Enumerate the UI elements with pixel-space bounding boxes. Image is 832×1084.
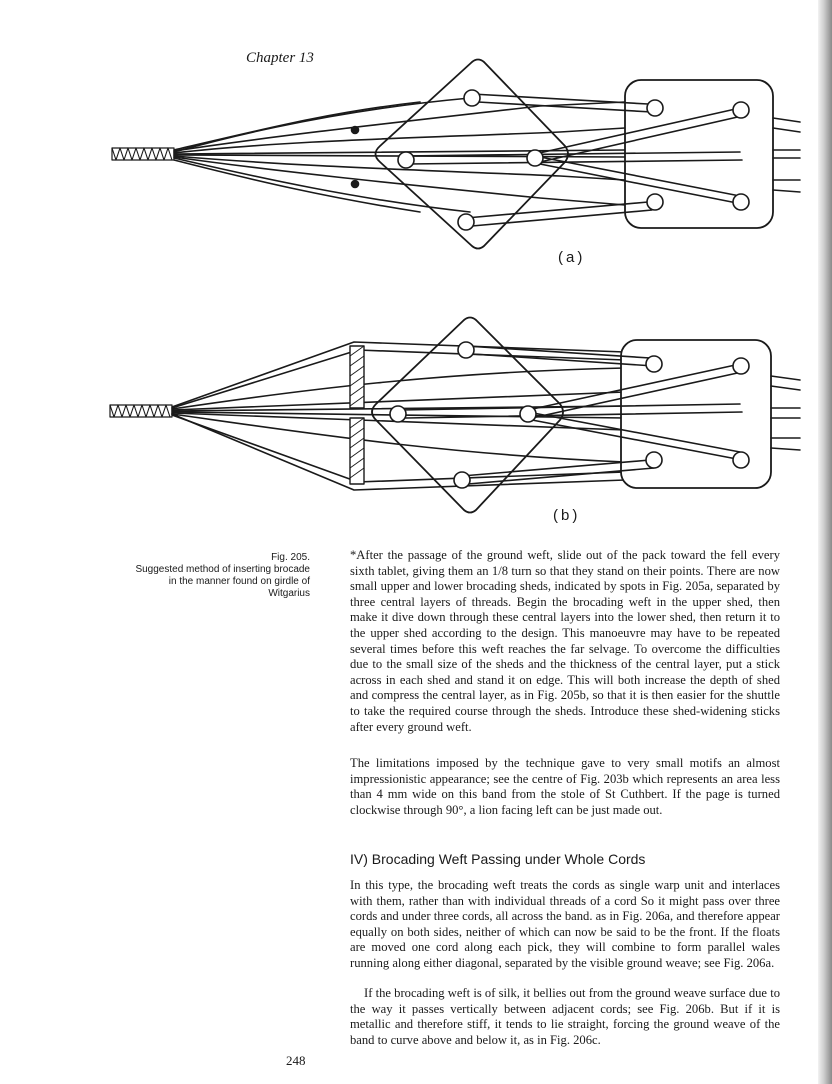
body-paragraph-4 bbox=[350, 986, 780, 1048]
diagram-b bbox=[110, 318, 800, 513]
body-paragraph-1 bbox=[350, 548, 780, 735]
paragraph-text: If the brocading weft is of silk, it bellies out from the ground weave surface due to the way it passes vertically between adjacent cords; see Fig. 206b. But if it is metallic and therefore stiff, it tends to lie straight, forcing the ground weave of the band to curve above and below it, as in Fig. 206c. bbox=[350, 986, 780, 1047]
figure-label-a: (a) bbox=[558, 249, 586, 266]
figure-label-b: (b) bbox=[553, 507, 581, 524]
body-paragraph-3 bbox=[350, 878, 780, 972]
body-paragraph-2 bbox=[350, 756, 780, 818]
caption-line: Suggested method of inserting brocade bbox=[135, 564, 310, 575]
caption-line: Witgarius bbox=[268, 588, 310, 599]
caption-line: in the manner found on girdle of bbox=[168, 576, 310, 587]
page-number: 248 bbox=[286, 1053, 306, 1068]
section-heading: IV) Brocading Weft Passing under Whole Cords bbox=[350, 851, 646, 867]
running-head: Chapter 13 bbox=[246, 50, 314, 66]
paragraph-text: The limitations imposed by the technique gave to very small motifs an almost impressionistic appearance; see the centre of Fig. 203b which represents an area less than 4 mm wide on this band from the stole of St Cuthbert. If the page is turned clockwise through 90°, a lion facing left can be just made out. bbox=[350, 756, 780, 817]
paragraph-text: In this type, the brocading weft treats the cords as single warp unit and interlaces with them, rather than with individual threads of a cord So it might pass over three cords and under three cords, all across the band. as in Fig. 206a, and therefore appear equally on both sides, neither of which can now be said to be the front. If the floats are moved one cord along each pick, they will combine to form parallel wales running along either diagonal, separated by the visible ground weave; see Fig. 206a. bbox=[350, 878, 780, 970]
paragraph-text: *After the passage of the ground weft, slide out of the pack toward the fell every sixth tablet, giving them an 1/8 turn so that they stand on their points. There are now small upper and lower brocading sheds, indicated by spots in Fig. 205a, separated by three central layers of threads. Begin the brocading weft in the upper shed, then make it dive down through these central layers into the lower shed, then return it to the upper shed according to the design. This manoeuvre may have to be repeated several times before this weft reaches the far selvage. To overcome the difficulties due to the small size of the sheds and the thickness of the central layer, put a stick across in each shed and stand it on edge. This will both increase the depth of shed and compress the central layer, as in Fig. 205b, so that it is then easier for the shuttle to take the required course through the sheds. Introduce these shed-widening sticks after every ground weft. bbox=[350, 548, 780, 734]
diagram-a bbox=[112, 60, 800, 249]
figure-205 bbox=[0, 0, 832, 540]
figure-caption bbox=[90, 552, 310, 600]
caption-line: Fig. 205. bbox=[271, 552, 310, 563]
